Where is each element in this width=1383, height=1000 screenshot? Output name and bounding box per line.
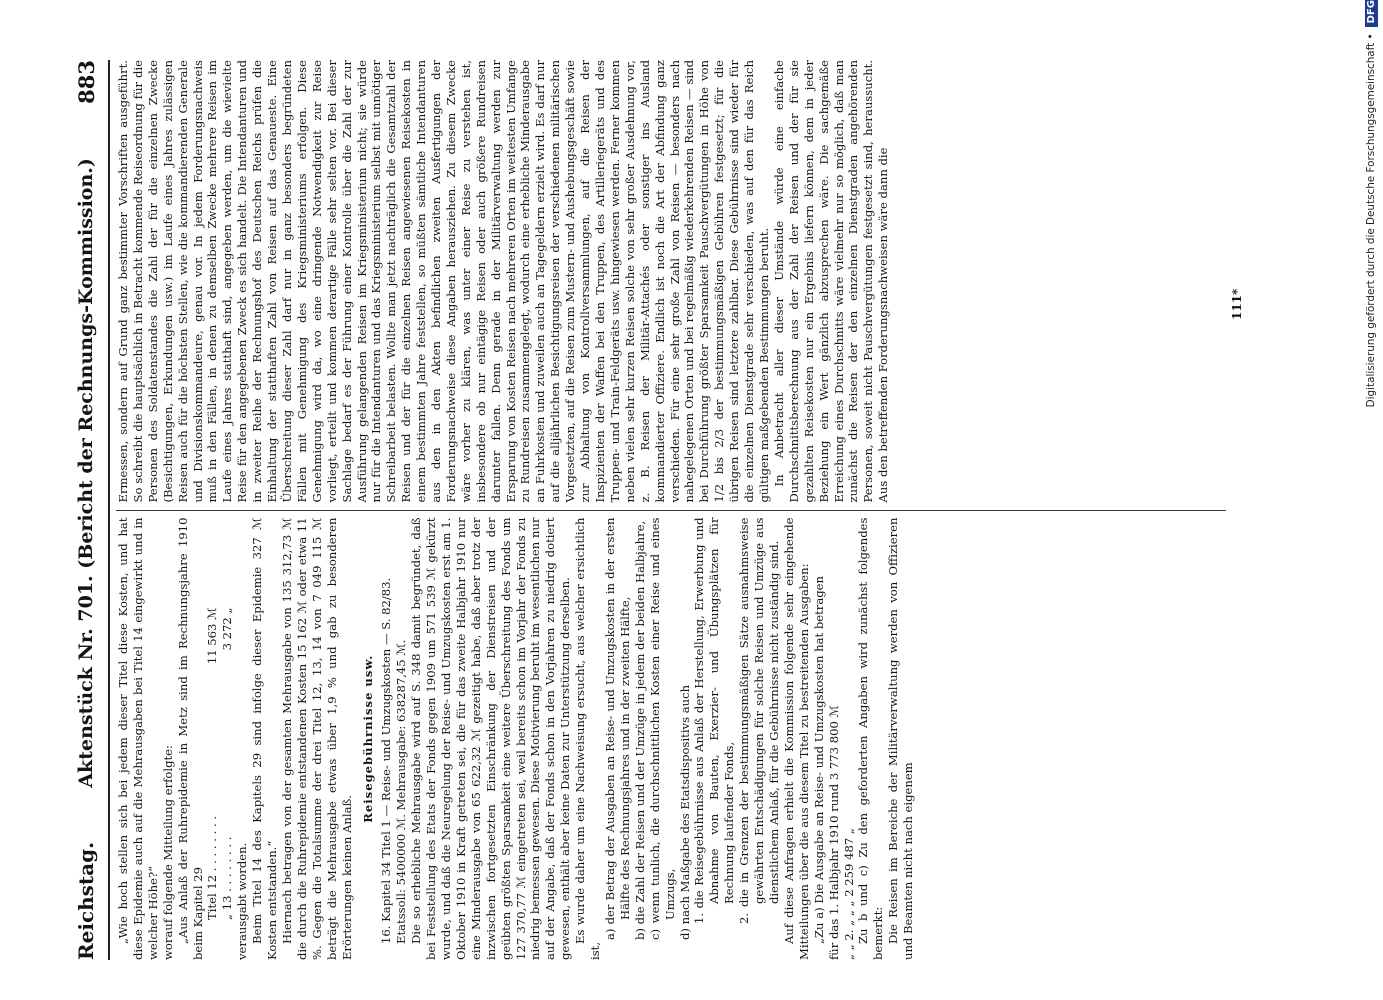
paragraph: In Anbetracht aller dieser Umstände würde eine einfache Durchschnittsberechnung aus der Zahl der Reisen und der für sie gezahlten Reisekosten nur ein Ergebnis liefern können, dem in jeder Beziehung ein Wert gänzlich abzusprechen wäre. Die sachgemäße Erreichung eines Durchschnitts wäre vielmehr nur so möglich, daß man zunächst die Reisen der den einzelnen Dienstgraden angehörenden Personen, soweit nicht Pauschvergütungen festgesetzt sind, heraussucht. Aus den betreffenden Forderungsnachweisen wäre dann die [771, 60, 891, 503]
paragraph: b) die Zahl der Reisen und der Umzüge in jedem der beiden Halbjahre, [632, 520, 647, 940]
text-columns [116, 60, 1226, 960]
dfg-logo: DFG [1365, 0, 1378, 27]
section-heading: Reisegebührnisse usw. [360, 654, 375, 823]
paragraph: a) der Betrag der Ausgaben an Reise- und Umzugskosten in der ersten Hälfte des Rechnungsjahres und in der zweiten Hälfte, [603, 517, 632, 940]
digitization-credit [1364, 0, 1378, 996]
paragraph: 1. die Reisegebührnisse aus Anlaß der Herstellung, Erwerbung und Abnahme von Bauten, Exerzier- und Übungsplätzen für Rechnung laufender Fonds, [692, 517, 737, 924]
paragraph: Zu b und c) Zu den geforderten Angaben wird zunächst folgendes bemerkt: [856, 517, 886, 960]
page-number: 883 [73, 60, 99, 104]
paragraph: 16. Kapitel 34 Titel 1 — Reise- und Umzugskosten — S. 82/83. [379, 577, 394, 944]
paragraph: 2. die in Grenzen der bestimmungsmäßigen Sätze ausnahmsweise gewährten Entschädigungen für solche Reisen und Umzüge aus dienstlichem Anlaß, für die Gebührnisse nicht zuständig sind. [737, 517, 781, 924]
paragraph: „Wie hoch stellen sich bei jedem dieser Titel diese Kosten, und hat diese Epidemie auch auf die Mehrausgaben bei Titel 14 eingewirkt und in welcher Höhe?“ [116, 517, 160, 960]
amount-row [205, 518, 220, 961]
paragraph: „Aus Anlaß der Ruhrepidemie in Metz sind im Rechnungsjahre 1910 beim Kapitel 29 [175, 517, 205, 960]
paragraph: verausgabt worden. [235, 842, 250, 960]
paragraph: d) nach Maßgabe des Etatsdispositivs auch [677, 684, 692, 940]
paragraph: Hiernach betragen von der gesamten Mehrausgabe von 135 312,73 ℳ die durch die Ruhrepidemie entstandenen Kosten 15 162 ℳ oder etwa 11 %. Gegen die Totalsumme der drei Titel 12, 13, 14 von 7 049 115 ℳ beträgt die Mehrausgabe etwas über 1,9 % und gab zu besonderen Erörterungen keinen Anlaß. [279, 517, 354, 960]
left-column [116, 511, 1226, 961]
credit-text: Digitalisierung gefördert durch die Deutsche Forschungsgemeinschaft • [1365, 33, 1377, 408]
paragraph: Die Reisen im Bereiche der Militärverwaltung werden von Offizieren und Beamten nicht nach eigenem [886, 517, 916, 960]
paragraph: Beim Titel 14 des Kapitels 29 sind infolge dieser Epidemie 327 ℳ Kosten entstanden.“ [250, 517, 280, 960]
paragraph: Es wurde daher um eine Nachweisung ersucht, aus welcher ersichtlich ist, [573, 517, 603, 960]
paragraph: „ „ 2. „ „ „ 2 259 487 „ [841, 828, 856, 960]
paragraph: Etatssoll: 5400000 ℳ. Mehrausgabe: 638287,45 ℳ. [394, 639, 409, 944]
paragraph: für das 1. Halbjahr 1910 rund 3 773 800 ℳ [826, 705, 841, 960]
paragraph: Ermessen, sondern auf Grund ganz bestimmter Vorschriften ausgeführt. So schreibt die hauptsächlich in Betracht kommende Reiseordnung für die Personen des Soldatenstandes die Zahl der für die einzelnen Zwecke (Besichtigungen, Erkundungen usw.) im Laufe eines Jahres zulässigen Reisen auch für die höchsten Stellen, wie die kommandierenden Generale und Divisionskommandeure, genau vor. In jedem Forderungsnachweis muß in den Fällen, in denen zu demselben Zwecke mehrere Reisen im Laufe eines Jahres statthaft sind, angegeben werden, um die wievielte Reise für den angegebenen Zweck es sich handelt. Die Intendanturen und in zweiter Reihe der Rechnungshof des Deutschen Reichs prüfen die Einhaltung der statthaften Zahl von Reisen auf das Genaueste. Eine Überschreitung dieser Zahl darf nur in ganz besonders begründeten Fällen mit Genehmigung des Kriegsministeriums erfolgen. Diese Genehmigung wird da, wo eine dringende Notwendigkeit zur Reise vorliegt, erteilt und kommen derartige Fälle sehr selten vor. Bei dieser Sachlage bedarf es der Führung einer Kontrolle über die Zahl der zur Ausführung gelangenden Reisen im Kriegsministerium nicht; sie würde nur für die Intendanturen und das Kriegsministerium selbst mit unnötiger Schreibarbeit belasten. Wollte man jetzt nachträglich die Gesamtzahl der Reisen und der für die einzelnen Reisen angewiesenen Reisekosten in einem bestimmten Jahre feststellen, so müßten sämtliche Intendanturen aus den in den Akten befindlichen zweiten Ausfertigungen der Forderungsnachweise diese Angaben herausziehen. Zu diesem Zwecke wäre vorher zu klären, was unter einer Reise zu verstehen ist, insbesondere ob nur eintägige Reisen oder auch größere Rundreisen darunter fallen. Denn gerade in der Militärverwaltung werden zur Ersparung von Kosten Reisen nach mehreren Orten im weitesten Umfange zu Rundreisen zusammengelegt, wodurch eine erhebliche Minderausgabe an Fuhrkosten und zuweilen auch an Tagegeldern erzielt wird. Es darf nur auf die alljährlichen Besichtigungsreisen der verschiedenen militärischen Vorgesetzten, auf die Reisen zum Mustern- und Aushebungsgeschäft sowie zur Abhaltung von Kontrollversammlungen, auf die Reisen der Inspizienten der Waffen bei den Truppen, des Artilleriegeräts und des Truppen- und Train-Feldgeräts usw. hingewiesen werden. Ferner kommen neben vielen sehr kurzen Reisen solche von sehr großer Ausdehnung vor, z. B. Reisen der Militär-Attachés oder sonstiger ins Ausland kommandierter Offiziere. Endlich ist noch die Art der Abfindung ganz verschieden. Für eine sehr große Zahl von Reisen — besonders nach nahegelegenen Orten und bei regelmäßig wiederkehrenden Reisen — sind bei Durchführung größter Sparsamkeit Pauschvergütungen in Höhe von 1/2 bis 2/3 der bestimmungsmäßigen Gebühren festgesetzt; für die übrigen Reisen sind letztere zahlbar. Diese Gebührnisse sind wieder für die einzelnen Dienstgrade sehr verschieden, was auf den für das Reich gültigen maßgebenden Bestimmungen beruht. [116, 60, 771, 503]
sheet-signature: 111* [1230, 288, 1244, 320]
page-header [64, 60, 110, 960]
amount-value: 11 563 ℳ [205, 607, 220, 665]
amount-label: Titel 12 . . . . . . . . [205, 815, 220, 920]
amount-label: „ 13 . . . . . . . . [220, 836, 235, 920]
paragraph: „Zu a) Die Ausgabe an Reise- und Umzugskosten hat betragen [811, 576, 826, 944]
right-column [116, 60, 1226, 511]
header-left: Reichstag. [74, 841, 98, 960]
amount-row [220, 518, 235, 961]
rotated-page [64, 60, 1334, 960]
paragraph: c) wenn tunlich, die durchschnittlichen Kosten einer Reise und eines Umzugs, [647, 517, 677, 940]
paragraph: Auf diese Anfragen erhielt die Kommission folgende sehr eingehende Mitteilungen über die aus diesem Titel zu bestreitenden Ausgaben: [781, 517, 811, 960]
paragraph: Die so erhebliche Mehrausgabe wird auf S. 348 damit begründet, daß bei Feststellung des Etats der Fonds gegen 1909 um 571 539 ℳ gekürzt wurde, und daß die Neuregelung der Reise- und Umzugskosten erst am 1. Oktober 1910 in Kraft getreten sei, die für das zweite Halbjahr 1910 nur eine Minderausgabe von 65 622,32 ℳ gezeitigt habe, daß aber trotz der inzwischen fortgesetzten Einschränkung der Dienstreisen und der geübten größten Sparsamkeit eine weitere Überschreitung des Fonds um 127 370,77 ℳ eingetreten sei, weil bereits schon im Vorjahr der Fonds zu niedrig bemessen gewesen. Diese Motivierung beruht im wesentlichen nur auf der Angabe, daß der Fonds schon in den Vorjahren zu niedrig dotiert gewesen, enthält aber keine Daten zur Unterstützung derselben. [409, 517, 573, 960]
header-title: Aktenstück Nr. 701. (Bericht der Rechnungs-Kommission.) [75, 158, 97, 788]
amount-value: 3 272 „ [220, 607, 235, 651]
paragraph: worauf folgende Mitteilung erfolgte: [160, 745, 175, 960]
